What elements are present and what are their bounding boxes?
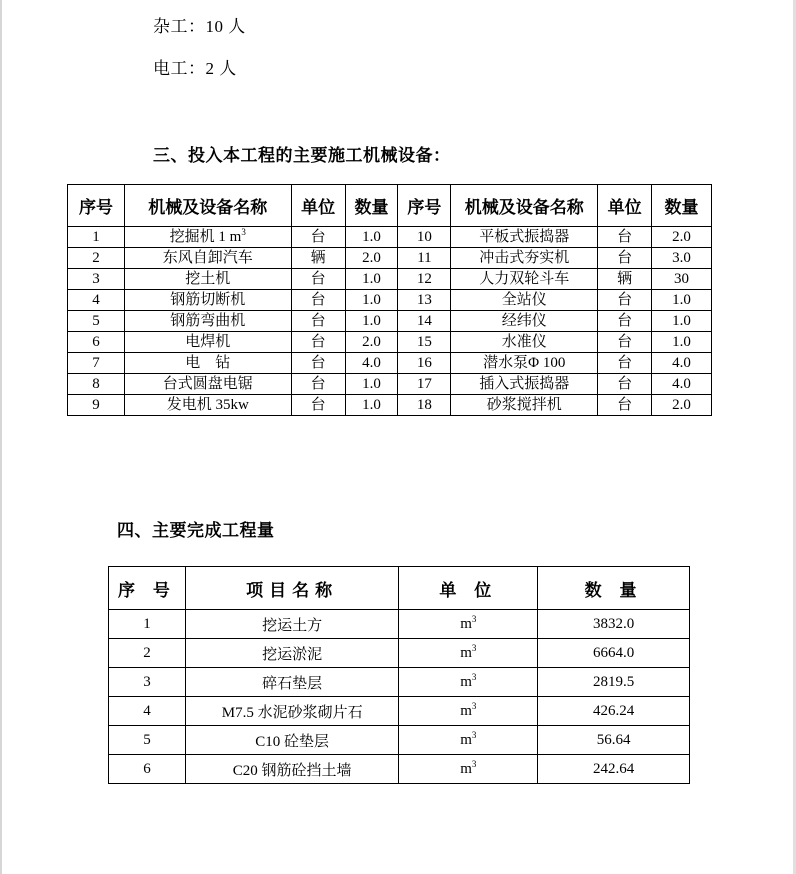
section4-title: 四、主要完成工程量 <box>117 521 275 541</box>
quantities-table-body <box>109 610 690 784</box>
cell-unit <box>291 227 345 248</box>
cell-text: 1 <box>92 228 100 245</box>
cell-quantity <box>345 269 398 290</box>
unit-superscript: 3 <box>471 758 477 769</box>
cell-quantity-2 <box>652 395 712 416</box>
unit-base: m <box>460 760 472 777</box>
header-unit-2: 单位 <box>598 185 652 227</box>
header-item-name: 项目名称 <box>185 567 399 610</box>
cell-text: 台 <box>310 291 326 308</box>
cell-text: 1.0 <box>672 312 691 329</box>
cell-text: 1.0 <box>362 228 381 245</box>
cell-seq: 5 <box>109 726 186 755</box>
cell-text: 台 <box>310 312 326 329</box>
equipment-row <box>68 374 712 395</box>
header-unit: 单 位 <box>399 567 538 610</box>
cell-name-2 <box>451 353 598 374</box>
cell-text: 台 <box>617 291 633 308</box>
cell-unit-2 <box>598 353 652 374</box>
equipment-row <box>68 290 712 311</box>
cell-quantity: 56.64 <box>538 726 690 755</box>
cell-seq: 3 <box>109 668 186 697</box>
cell-seq: 4 <box>109 697 186 726</box>
unit-superscript: 3 <box>471 700 477 711</box>
cell-unit <box>399 697 538 726</box>
cell-seq-2 <box>398 332 451 353</box>
cell-text: 6 <box>92 333 100 350</box>
section3-title: 三、投入本工程的主要施工机械设备： <box>153 146 451 166</box>
cell-quantity: 3832.0 <box>538 610 690 639</box>
cell-quantity <box>345 248 398 269</box>
cell-unit-2 <box>598 332 652 353</box>
cell-text: 挖土机 <box>185 270 231 287</box>
cell-text: 台 <box>617 354 633 371</box>
cell-unit <box>399 726 538 755</box>
cell-text: 台 <box>617 312 633 329</box>
quantities-header-row <box>109 567 690 610</box>
cell-text: 1.0 <box>672 291 691 308</box>
cell-seq-2 <box>398 374 451 395</box>
cell-text: 钢筋切断机 <box>170 291 246 308</box>
cell-unit <box>291 248 345 269</box>
cell-text: 30 <box>674 270 690 287</box>
unit-superscript: 3 <box>471 729 477 740</box>
cell-item-name: C10 砼垫层 <box>185 726 399 755</box>
cell-unit-2 <box>598 269 652 290</box>
cell-text: 插入式振捣器 <box>479 375 570 392</box>
cell-seq <box>68 311 125 332</box>
cell-quantity <box>345 374 398 395</box>
cell-text: 台 <box>617 228 633 245</box>
cell-quantity <box>345 332 398 353</box>
cell-quantity-2 <box>652 227 712 248</box>
cell-text: 13 <box>416 291 432 308</box>
labor-line-electrician: 电工：2 人 <box>153 59 237 78</box>
cell-item-name: M7.5 水泥砂浆砌片石 <box>185 697 399 726</box>
equipment-row <box>68 269 712 290</box>
cell-text: 台 <box>310 228 326 245</box>
unit-superscript: 3 <box>471 613 477 624</box>
cell-quantity-2 <box>652 290 712 311</box>
cell-seq-2 <box>398 227 451 248</box>
cell-quantity-2 <box>652 332 712 353</box>
quantities-row <box>109 755 690 784</box>
cell-seq-2 <box>398 353 451 374</box>
cell-name <box>124 290 291 311</box>
cubic-superscript: 3 <box>241 226 246 237</box>
cell-unit <box>291 332 345 353</box>
cell-text: 4 <box>92 291 100 308</box>
cell-text: 辆 <box>617 270 633 287</box>
cell-text: 3 <box>92 270 100 287</box>
cell-text: 潜水泵Φ 100 <box>483 354 566 371</box>
header-unit: 单位 <box>291 185 345 227</box>
cell-quantity: 6664.0 <box>538 639 690 668</box>
cell-quantity: 242.64 <box>538 755 690 784</box>
cell-text: 2.0 <box>672 396 691 413</box>
header-quantity: 数 量 <box>538 567 690 610</box>
cell-text: 台 <box>310 270 326 287</box>
header-quantity-2: 数量 <box>652 185 712 227</box>
cell-unit <box>291 290 345 311</box>
cell-text: 台式圆盘电锯 <box>162 375 253 392</box>
cell-text: 全站仪 <box>501 291 547 308</box>
cell-text: 11 <box>417 249 432 266</box>
cell-unit <box>399 755 538 784</box>
unit-superscript: 3 <box>471 642 477 653</box>
cell-name <box>124 311 291 332</box>
cell-text: 16 <box>416 354 432 371</box>
cell-seq-2 <box>398 248 451 269</box>
header-name: 机械及设备名称 <box>124 185 291 227</box>
quantities-row <box>109 697 690 726</box>
cell-text: 15 <box>416 333 432 350</box>
cell-text: 台 <box>617 375 633 392</box>
equipment-row <box>68 227 712 248</box>
cell-text: 1.0 <box>362 312 381 329</box>
cell-quantity-2 <box>652 248 712 269</box>
cell-unit <box>291 395 345 416</box>
cell-seq: 6 <box>109 755 186 784</box>
cell-text: 4.0 <box>362 354 381 371</box>
cell-text: 1.0 <box>672 333 691 350</box>
header-seq: 序 号 <box>109 567 186 610</box>
cell-name-2 <box>451 395 598 416</box>
cell-text: 10 <box>416 228 432 245</box>
cell-seq <box>68 374 125 395</box>
unit-base: m <box>460 615 472 632</box>
cell-seq <box>68 269 125 290</box>
cell-name-2 <box>451 269 598 290</box>
cell-seq: 1 <box>109 610 186 639</box>
quantities-table <box>108 566 690 784</box>
cell-quantity-2 <box>652 311 712 332</box>
cell-text: 人力双轮斗车 <box>479 270 570 287</box>
cell-text: 台 <box>310 354 326 371</box>
cell-text: 电 钻 <box>185 354 231 371</box>
cell-name <box>124 395 291 416</box>
cell-text: 台 <box>617 333 633 350</box>
cell-text: 冲击式夯实机 <box>479 249 570 266</box>
cell-seq <box>68 395 125 416</box>
cell-text: 平板式振捣器 <box>479 228 570 245</box>
cell-unit-2 <box>598 374 652 395</box>
cell-text: 经纬仪 <box>501 312 547 329</box>
cell-item-name: 碎石垫层 <box>185 668 399 697</box>
cell-name <box>124 353 291 374</box>
unit-superscript: 3 <box>471 671 477 682</box>
cell-text: 4.0 <box>672 354 691 371</box>
cell-name <box>124 227 291 248</box>
unit-base: m <box>460 644 472 661</box>
cell-item-name: C20 钢筋砼挡土墙 <box>185 755 399 784</box>
quantities-row <box>109 610 690 639</box>
cell-text: 东风自卸汽车 <box>162 249 253 266</box>
labor-line-handyman: 杂工：10 人 <box>153 17 246 36</box>
cell-text: 8 <box>92 375 100 392</box>
cell-quantity: 2819.5 <box>538 668 690 697</box>
cell-text: 4.0 <box>672 375 691 392</box>
cell-unit <box>291 311 345 332</box>
cell-text: 2.0 <box>362 249 381 266</box>
cell-quantity-2 <box>652 269 712 290</box>
cell-text: 1.0 <box>362 291 381 308</box>
cell-seq <box>68 227 125 248</box>
cell-name-2 <box>451 332 598 353</box>
cell-text: 台 <box>617 396 633 413</box>
header-name-2: 机械及设备名称 <box>451 185 598 227</box>
unit-base: m <box>460 673 472 690</box>
unit-base: m <box>460 731 472 748</box>
cell-text: 水准仪 <box>501 333 547 350</box>
cell-text: 1.0 <box>362 396 381 413</box>
cell-seq-2 <box>398 311 451 332</box>
cell-name-2 <box>451 290 598 311</box>
cell-quantity: 426.24 <box>538 697 690 726</box>
cell-text: 台 <box>310 333 326 350</box>
cell-unit <box>399 668 538 697</box>
header-seq: 序号 <box>68 185 125 227</box>
cell-unit-2 <box>598 290 652 311</box>
equipment-row <box>68 311 712 332</box>
cell-text: 2.0 <box>362 333 381 350</box>
cell-text: 18 <box>416 396 432 413</box>
cell-quantity <box>345 311 398 332</box>
header-seq-2: 序号 <box>398 185 451 227</box>
cell-text: 电焊机 <box>185 333 231 350</box>
cell-name <box>124 374 291 395</box>
equipment-header-row <box>68 185 712 227</box>
cell-quantity-2 <box>652 374 712 395</box>
cell-unit <box>291 353 345 374</box>
cell-name-2 <box>451 248 598 269</box>
cell-seq <box>68 248 125 269</box>
cell-quantity <box>345 395 398 416</box>
cell-name <box>124 332 291 353</box>
cell-text: 9 <box>92 396 100 413</box>
header-quantity: 数量 <box>345 185 398 227</box>
cell-unit-2 <box>598 395 652 416</box>
cell-text: 14 <box>416 312 432 329</box>
cell-item-name: 挖运淤泥 <box>185 639 399 668</box>
equipment-row <box>68 395 712 416</box>
cell-name <box>124 248 291 269</box>
cell-seq <box>68 353 125 374</box>
cell-unit <box>291 374 345 395</box>
cell-text: 12 <box>416 270 432 287</box>
equipment-row <box>68 248 712 269</box>
quantities-row <box>109 668 690 697</box>
cell-quantity <box>345 290 398 311</box>
cell-text: 3.0 <box>672 249 691 266</box>
cell-quantity-2 <box>652 353 712 374</box>
cell-text: 7 <box>92 354 100 371</box>
cell-seq-2 <box>398 395 451 416</box>
cell-quantity <box>345 353 398 374</box>
cell-text: 17 <box>416 375 432 392</box>
cell-unit <box>399 610 538 639</box>
cell-text: 砂浆搅拌机 <box>486 396 562 413</box>
cell-unit-2 <box>598 311 652 332</box>
cell-unit-2 <box>598 248 652 269</box>
quantities-row <box>109 726 690 755</box>
cell-seq-2 <box>398 269 451 290</box>
equipment-table <box>67 184 712 416</box>
cell-text: 2 <box>92 249 100 266</box>
equipment-row <box>68 353 712 374</box>
cell-text: 发电机 35kw <box>166 396 249 413</box>
cell-seq <box>68 332 125 353</box>
cell-text: 钢筋弯曲机 <box>170 312 246 329</box>
equipment-row <box>68 332 712 353</box>
cell-seq: 2 <box>109 639 186 668</box>
cell-text: 台 <box>310 375 326 392</box>
cell-text: 挖掘机 1 m <box>169 228 242 245</box>
cell-text: 1.0 <box>362 375 381 392</box>
unit-base: m <box>460 702 472 719</box>
quantities-row <box>109 639 690 668</box>
cell-name-2 <box>451 311 598 332</box>
page-left-edge <box>0 0 2 874</box>
cell-text: 台 <box>617 249 633 266</box>
cell-quantity <box>345 227 398 248</box>
cell-unit-2 <box>598 227 652 248</box>
cell-seq-2 <box>398 290 451 311</box>
cell-name-2 <box>451 374 598 395</box>
cell-name-2 <box>451 227 598 248</box>
cell-text: 台 <box>310 396 326 413</box>
cell-name <box>124 269 291 290</box>
cell-text: 辆 <box>310 249 326 266</box>
equipment-table-body <box>68 227 712 416</box>
cell-text: 1.0 <box>362 270 381 287</box>
cell-text: 5 <box>92 312 100 329</box>
cell-text: 2.0 <box>672 228 691 245</box>
cell-unit <box>399 639 538 668</box>
cell-unit <box>291 269 345 290</box>
cell-item-name: 挖运土方 <box>185 610 399 639</box>
cell-seq <box>68 290 125 311</box>
